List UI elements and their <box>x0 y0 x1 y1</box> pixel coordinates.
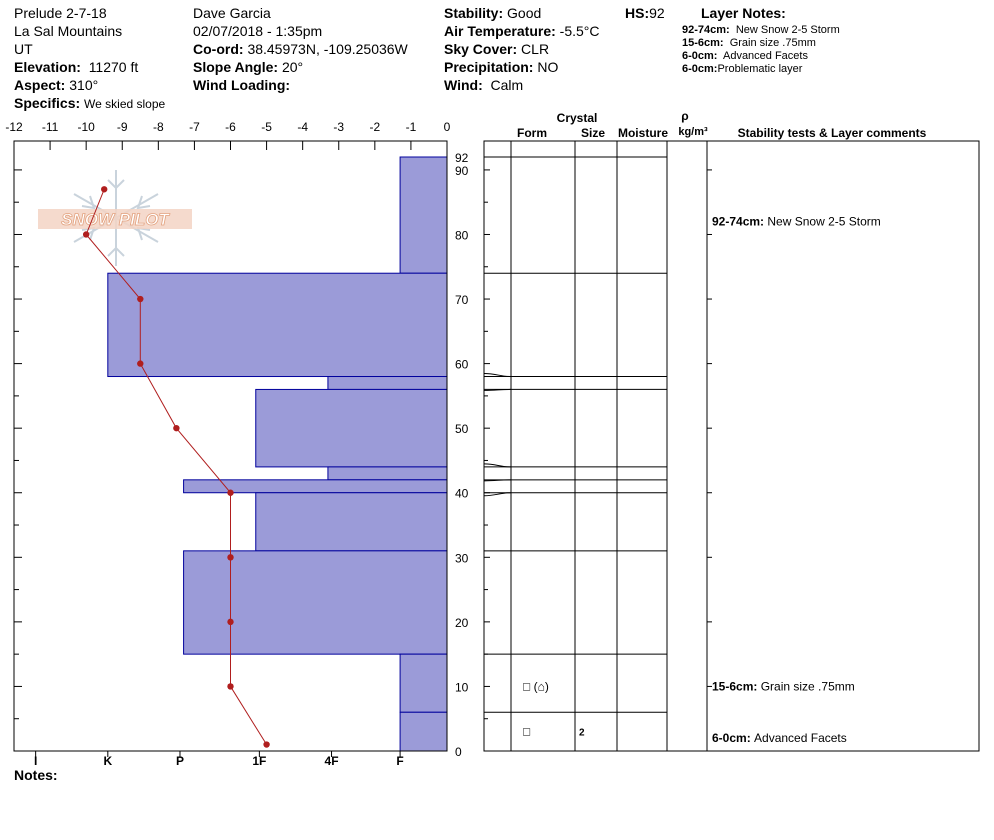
hardness-bar <box>184 480 447 493</box>
temperature-axis <box>5 120 450 150</box>
hardness-bar <box>328 467 447 480</box>
crystal-form-symbol: □ <box>523 724 531 739</box>
layer-connectors <box>484 374 511 496</box>
hardness-axis <box>34 751 404 768</box>
hardness-tick-label: I <box>33 754 38 768</box>
hardness-bar <box>108 273 447 376</box>
hs-value: 92 <box>649 5 665 21</box>
temperature-profile <box>83 186 270 748</box>
hardness-tick-label: F <box>396 754 404 768</box>
temp-tick-label: -3 <box>333 120 345 134</box>
size-header: Size <box>580 126 606 140</box>
temperature-point <box>227 619 233 625</box>
hardness-bar <box>400 712 447 751</box>
crystal-header: Crystal <box>556 111 598 125</box>
aspect-value: 310° <box>69 77 99 93</box>
layer-note: 15-6cm: Grain size .75mm <box>682 37 816 49</box>
temperature-point <box>227 554 233 560</box>
temp-tick-label: -2 <box>369 120 381 134</box>
temperature-point <box>101 186 107 192</box>
temperature-point <box>83 231 89 237</box>
wind-loading-label: Wind Loading: <box>193 77 291 93</box>
elevation-value: 11270 ft <box>88 59 139 75</box>
profile-title: Prelude 2-7-18 <box>14 5 107 21</box>
layer-comment-depth: 15-6cm: <box>712 679 761 694</box>
stability-header: Stability tests & Layer comments <box>737 126 927 140</box>
aspect-label: Aspect: <box>14 77 66 93</box>
depth-tick-label: 10 <box>455 680 469 695</box>
temp-tick-label: -7 <box>189 120 200 134</box>
datetime: 02/07/2018 - 1:35pm <box>193 23 323 39</box>
temp-tick-label: -8 <box>152 120 164 134</box>
temp-tick-label: -10 <box>77 120 95 134</box>
hardness-bar <box>256 389 447 466</box>
stability-label: Stability: <box>444 5 504 21</box>
slope-label: Slope Angle: <box>193 59 279 75</box>
depth-tick-label: 60 <box>455 357 469 372</box>
depth-tick-label: 30 <box>455 551 469 566</box>
right-table-frame <box>484 141 979 751</box>
layer-comment-text: Advanced Facets <box>754 731 847 746</box>
depth-tick-label: 80 <box>455 228 469 243</box>
mountain-range: La Sal Mountains <box>14 23 123 39</box>
hardness-tick-label: K <box>103 754 113 768</box>
density-unit-header: kg/m³ <box>678 126 708 138</box>
temperature-point <box>137 360 143 366</box>
temperature-point <box>227 683 233 689</box>
comment-depth-ticks <box>707 170 712 751</box>
logo-text: SNOW PILOT <box>61 210 169 229</box>
depth-tick-label: 0 <box>455 745 462 759</box>
layer-comment-depth: 92-74cm: <box>712 214 768 229</box>
layer-comment <box>712 215 881 229</box>
temp-tick-label: 0 <box>443 120 451 134</box>
crystal-symbols <box>523 679 585 738</box>
hardness-bar <box>328 377 447 390</box>
layer-note: 6-0cm:Problematic layer <box>682 63 803 75</box>
hardness-layers <box>108 157 447 751</box>
depth-tick-label: 70 <box>455 293 469 308</box>
crystal-size: 2 <box>579 727 585 739</box>
rho-header: ρ <box>681 109 689 123</box>
layer-comment-depth: 6-0cm: <box>712 731 755 746</box>
moisture-header: Moisture <box>617 126 669 140</box>
layer-comment <box>712 731 847 745</box>
temperature-point <box>173 425 179 431</box>
hardness-tick-label: 1F <box>252 754 267 768</box>
elevation-label: Elevation: <box>14 59 81 75</box>
wind-value: Calm <box>490 77 524 93</box>
hs-label: HS: <box>625 5 650 21</box>
depth-tick-label: 40 <box>455 486 469 501</box>
coord-label: Co-ord: <box>193 41 244 57</box>
depth-tick-label: 90 <box>455 163 469 178</box>
layer-note: 6-0cm: Advanced Facets <box>682 50 808 62</box>
temp-tick-label: -11 <box>41 120 59 134</box>
hardness-bar <box>256 493 447 551</box>
hardness-tick-label: P <box>175 754 184 768</box>
layer-comment-text: Grain size .75mm <box>760 679 855 694</box>
temp-tick-label: -9 <box>116 120 128 134</box>
airtemp-label: Air Temperature: <box>444 23 556 39</box>
notes-label: Notes: <box>14 767 58 783</box>
temperature-point <box>263 741 269 747</box>
state: UT <box>14 41 33 57</box>
layer-comment <box>712 679 855 693</box>
precip-label: Precipitation: <box>444 59 534 75</box>
sky-label: Sky Cover: <box>444 41 518 57</box>
specifics-value: We skied slope <box>84 97 166 111</box>
temperature-line <box>86 189 266 744</box>
layer-notes-title: Layer Notes: <box>701 5 786 21</box>
precip-value: NO <box>537 59 559 75</box>
slope-value: 20° <box>281 59 304 75</box>
coord-value: 38.45973N, -109.25036W <box>247 41 408 57</box>
temp-tick-label: -6 <box>225 120 236 134</box>
specifics-label: Specifics: <box>14 95 81 111</box>
temp-tick-label: -12 <box>5 120 23 134</box>
stability-value: Good <box>507 5 542 21</box>
hardness-tick-label: 4F <box>324 754 339 768</box>
temperature-point <box>137 296 143 302</box>
wind-label: Wind: <box>444 77 483 93</box>
depth-tick-label: 20 <box>455 615 469 630</box>
hardness-bar <box>184 551 447 654</box>
temp-tick-label: -1 <box>405 120 417 134</box>
layer-note: 92-74cm: New Snow 2-5 Storm <box>682 24 840 36</box>
layer-comments <box>712 215 881 746</box>
layer-comment-text: New Snow 2-5 Storm <box>767 214 881 229</box>
temp-tick-label: -5 <box>261 120 272 134</box>
snowpilot-logo <box>38 170 192 266</box>
airtemp-value: -5.5°C <box>559 23 600 39</box>
observer: Dave Garcia <box>193 5 271 21</box>
temperature-point <box>227 490 233 496</box>
temp-tick-label: -4 <box>297 120 309 134</box>
sky-value: CLR <box>521 41 550 57</box>
depth-top-label: 92 <box>455 151 469 165</box>
form-header: Form <box>517 126 547 140</box>
hardness-bar <box>400 654 447 712</box>
hardness-bar <box>400 157 447 273</box>
depth-tick-label: 50 <box>455 422 469 437</box>
crystal-form-symbol: □ (⌂) <box>523 679 549 694</box>
